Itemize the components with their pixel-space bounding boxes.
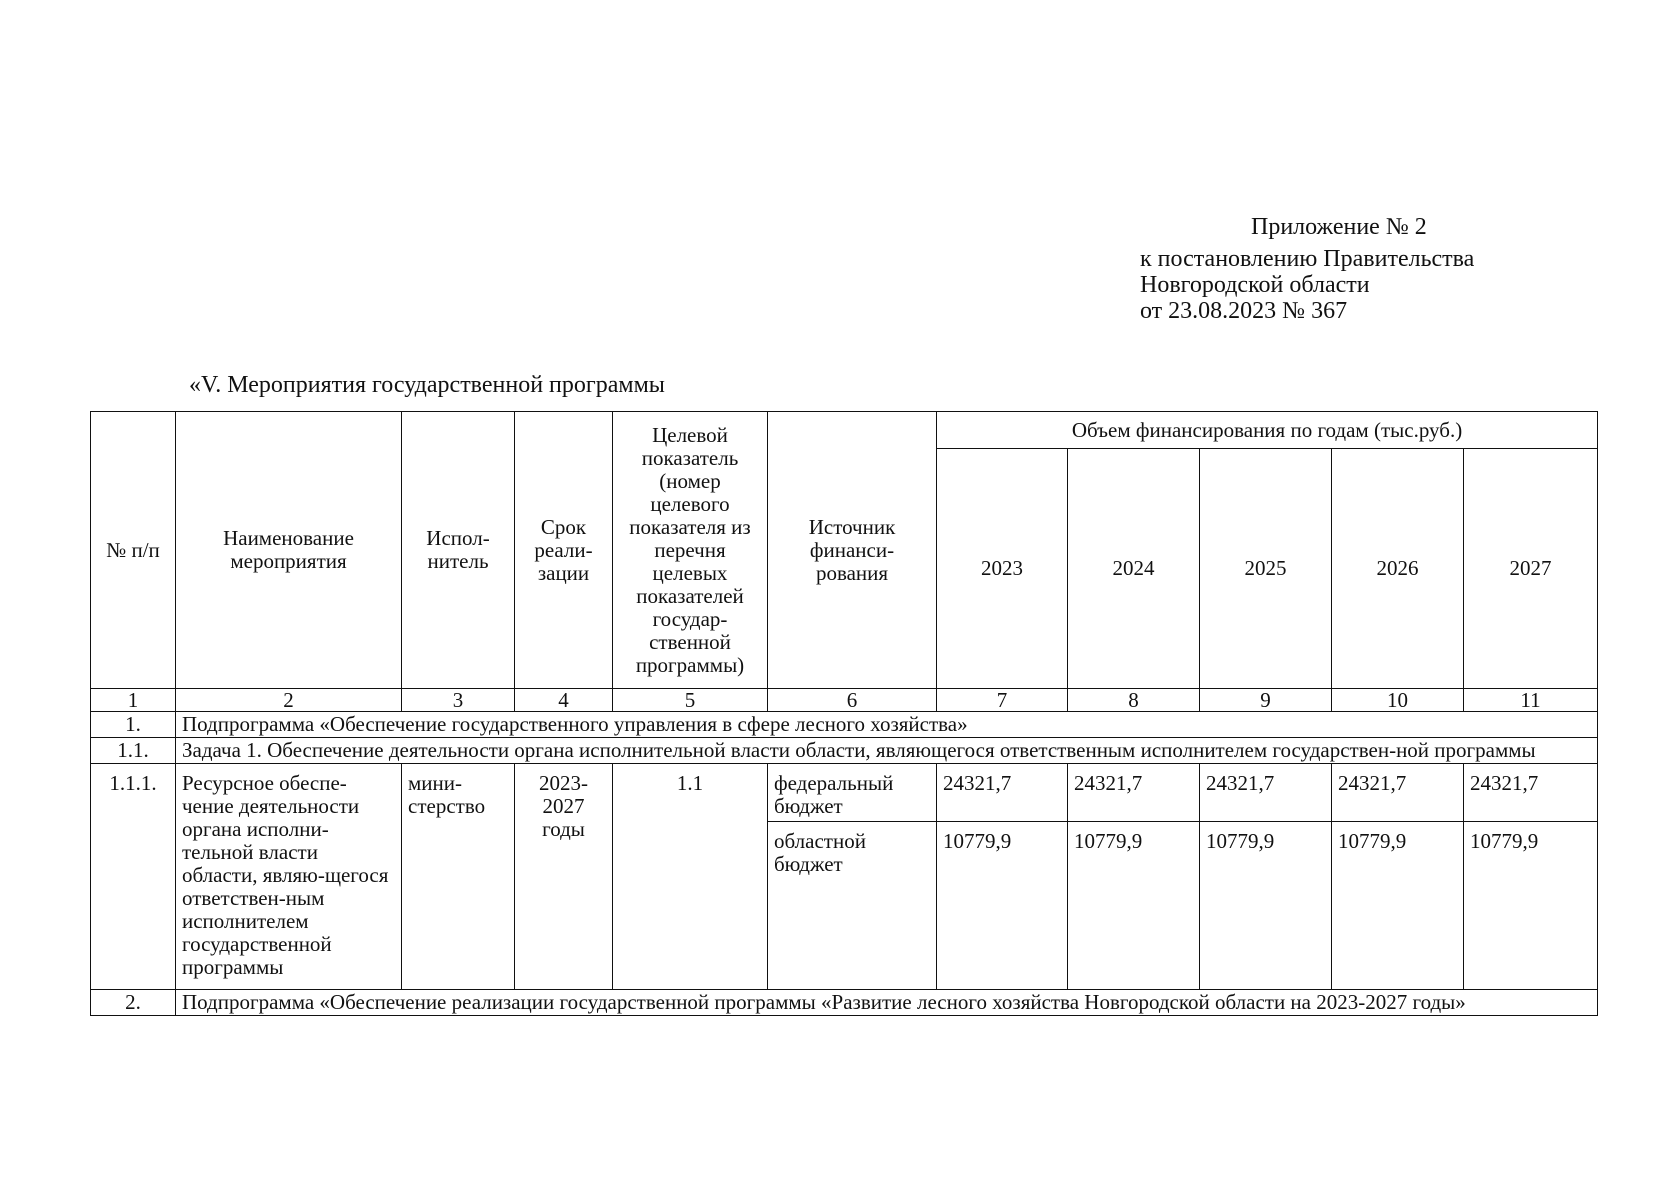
appendix-line: Новгородской области: [1140, 272, 1370, 298]
section-heading: «V. Мероприятия государственной программы: [189, 372, 665, 398]
funding-value: 24321,7: [1464, 764, 1598, 822]
column-number-row: [91, 689, 1598, 712]
task-row: [91, 738, 1598, 764]
row-number: 1.: [91, 712, 176, 738]
activity-executor: мини-стерство: [402, 764, 515, 990]
funding-value: 10779,9: [937, 822, 1068, 990]
column-number: 3: [402, 689, 515, 712]
header-year: 2023: [937, 449, 1068, 689]
header-source: Источник финанси-рования: [768, 412, 937, 689]
header-name: Наименование мероприятия: [176, 412, 402, 689]
header-term: Срок реали-зации: [515, 412, 613, 689]
column-number: 5: [613, 689, 768, 712]
header-no: № п/п: [91, 412, 176, 689]
funding-value: 10779,9: [1464, 822, 1598, 990]
appendix-line: от 23.08.2023 № 367: [1140, 298, 1348, 324]
column-number: 6: [768, 689, 937, 712]
column-number: 7: [937, 689, 1068, 712]
activity-row: [91, 764, 1598, 822]
column-number: 2: [176, 689, 402, 712]
header-year: 2026: [1332, 449, 1464, 689]
appendix-title: Приложение № 2: [1251, 214, 1427, 240]
row-number: 1.1.1.: [91, 764, 176, 990]
header-indicator: Целевой показатель (номер целевого показателя из перечня целевых показателей государ-ственной программы): [613, 412, 768, 689]
appendix-block: [1140, 214, 1474, 324]
header-year: 2024: [1068, 449, 1200, 689]
row-number: 2.: [91, 990, 176, 1016]
subprogram-row: [91, 712, 1598, 738]
funding-value: 24321,7: [1068, 764, 1200, 822]
funding-value: 10779,9: [1200, 822, 1332, 990]
funding-value: 24321,7: [1200, 764, 1332, 822]
column-number: 1: [91, 689, 176, 712]
funding-value: 10779,9: [1068, 822, 1200, 990]
column-number: 4: [515, 689, 613, 712]
subprogram-row: [91, 990, 1598, 1016]
column-number: 10: [1332, 689, 1464, 712]
column-number: 11: [1464, 689, 1598, 712]
funding-value: 10779,9: [1332, 822, 1464, 990]
activity-term: 2023-2027 годы: [515, 764, 613, 990]
header-year: 2025: [1200, 449, 1332, 689]
activity-indicator: 1.1: [613, 764, 768, 990]
program-activities-table: [90, 411, 1598, 1016]
funding-source: федеральный бюджет: [768, 764, 937, 822]
header-funding: Объем финансирования по годам (тыс.руб.): [937, 412, 1598, 449]
column-number: 8: [1068, 689, 1200, 712]
header-year: 2027: [1464, 449, 1598, 689]
header-executor: Испол-нитель: [402, 412, 515, 689]
subprogram-title: Подпрограмма «Обеспечение реализации государственной программы «Развитие лесного хозяйства Новгородской области на 2023-2027 годы»: [176, 990, 1598, 1016]
row-number: 1.1.: [91, 738, 176, 764]
funding-source: областной бюджет: [768, 822, 937, 990]
funding-value: 24321,7: [937, 764, 1068, 822]
task-title: Задача 1. Обеспечение деятельности органа исполнительной власти области, являющегося ответственным исполнителем государствен-ной программы: [176, 738, 1598, 764]
column-number: 9: [1200, 689, 1332, 712]
funding-value: 24321,7: [1332, 764, 1464, 822]
activity-name: Ресурсное обеспе-чение деятельности органа исполни-тельной власти области, являю-щегося ответствен-ным исполнителем государственной программы: [176, 764, 402, 990]
subprogram-title: Подпрограмма «Обеспечение государственного управления в сфере лесного хозяйства»: [176, 712, 1598, 738]
appendix-line: к постановлению Правительства: [1140, 246, 1475, 272]
